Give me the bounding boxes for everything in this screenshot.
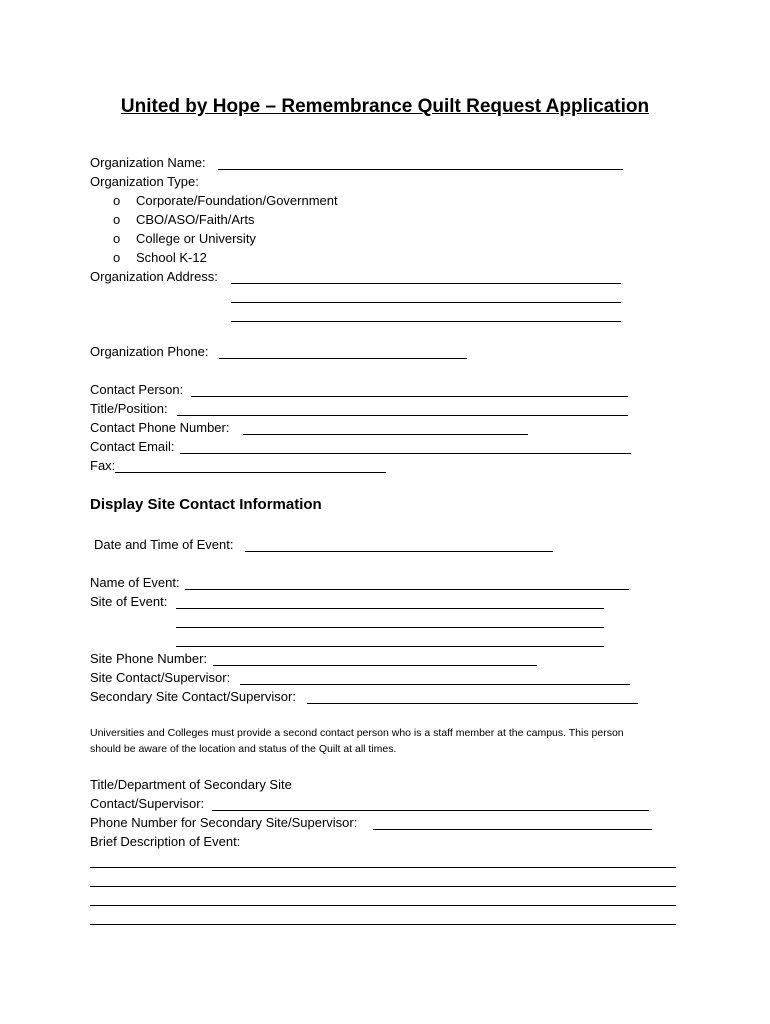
contact-phone-label: Contact Phone Number: [90,420,230,435]
secondary-title-field[interactable] [212,810,649,811]
event-description-field-line-1[interactable] [90,867,676,868]
site-phone-field[interactable] [213,665,537,666]
bullet-icon: o [113,231,121,246]
contact-email-field[interactable] [180,453,631,454]
organization-address-field-line-3[interactable] [231,321,621,322]
secondary-title-label-line-1: Title/Department of Secondary Site [90,777,292,792]
note-text-line-1: Universities and Colleges must provide a second contact person who is a staff member at the campus. This person [90,727,624,739]
site-contact-label: Site Contact/Supervisor: [90,670,231,685]
fax-label: Fax: [90,458,116,473]
event-name-field[interactable] [185,589,629,590]
organization-phone-field[interactable] [219,358,467,359]
bullet-icon: o [113,212,121,227]
note-text-line-2: should be aware of the location and status of the Quilt at all times. [90,743,397,755]
org-type-option-school[interactable]: School K-12 [136,250,207,265]
secondary-contact-field[interactable] [307,703,638,704]
title-position-field[interactable] [177,415,628,416]
org-type-option-cbo[interactable]: CBO/ASO/Faith/Arts [136,212,255,227]
contact-phone-field[interactable] [243,434,528,435]
secondary-phone-field[interactable] [373,829,652,830]
site-phone-label: Site Phone Number: [90,651,208,666]
page-title: United by Hope – Remembrance Quilt Request Application [120,96,650,117]
date-time-label: Date and Time of Event: [94,537,234,552]
organization-name-label: Organization Name: [90,155,206,170]
contact-person-label: Contact Person: [90,382,184,397]
event-description-field-line-2[interactable] [90,886,676,887]
event-site-field-line-1[interactable] [176,608,604,609]
organization-name-field[interactable] [218,169,623,170]
display-site-heading: Display Site Contact Information [90,496,322,513]
org-type-option-corporate[interactable]: Corporate/Foundation/Government [136,193,338,208]
title-position-label: Title/Position: [90,401,168,416]
secondary-contact-label: Secondary Site Contact/Supervisor: [90,689,296,704]
contact-person-field[interactable] [191,396,628,397]
organization-type-label: Organization Type: [90,174,199,189]
bullet-icon: o [113,193,121,208]
organization-address-field-line-1[interactable] [231,283,621,284]
bullet-icon: o [113,250,121,265]
organization-address-label: Organization Address: [90,269,218,284]
event-description-field-line-4[interactable] [90,924,676,925]
organization-phone-label: Organization Phone: [90,344,209,359]
secondary-title-label-line-2: Contact/Supervisor: [90,796,205,811]
event-site-field-line-2[interactable] [176,627,604,628]
event-site-label: Site of Event: [90,594,168,609]
organization-address-field-line-2[interactable] [231,302,621,303]
org-type-option-college[interactable]: College or University [136,231,256,246]
fax-field[interactable] [115,472,386,473]
event-site-field-line-3[interactable] [176,646,604,647]
secondary-phone-label: Phone Number for Secondary Site/Supervisor: [90,815,358,830]
event-description-field-line-3[interactable] [90,905,676,906]
event-name-label: Name of Event: [90,575,180,590]
contact-email-label: Contact Email: [90,439,175,454]
site-contact-field[interactable] [240,684,630,685]
event-description-label: Brief Description of Event: [90,834,241,849]
date-time-field[interactable] [245,551,553,552]
